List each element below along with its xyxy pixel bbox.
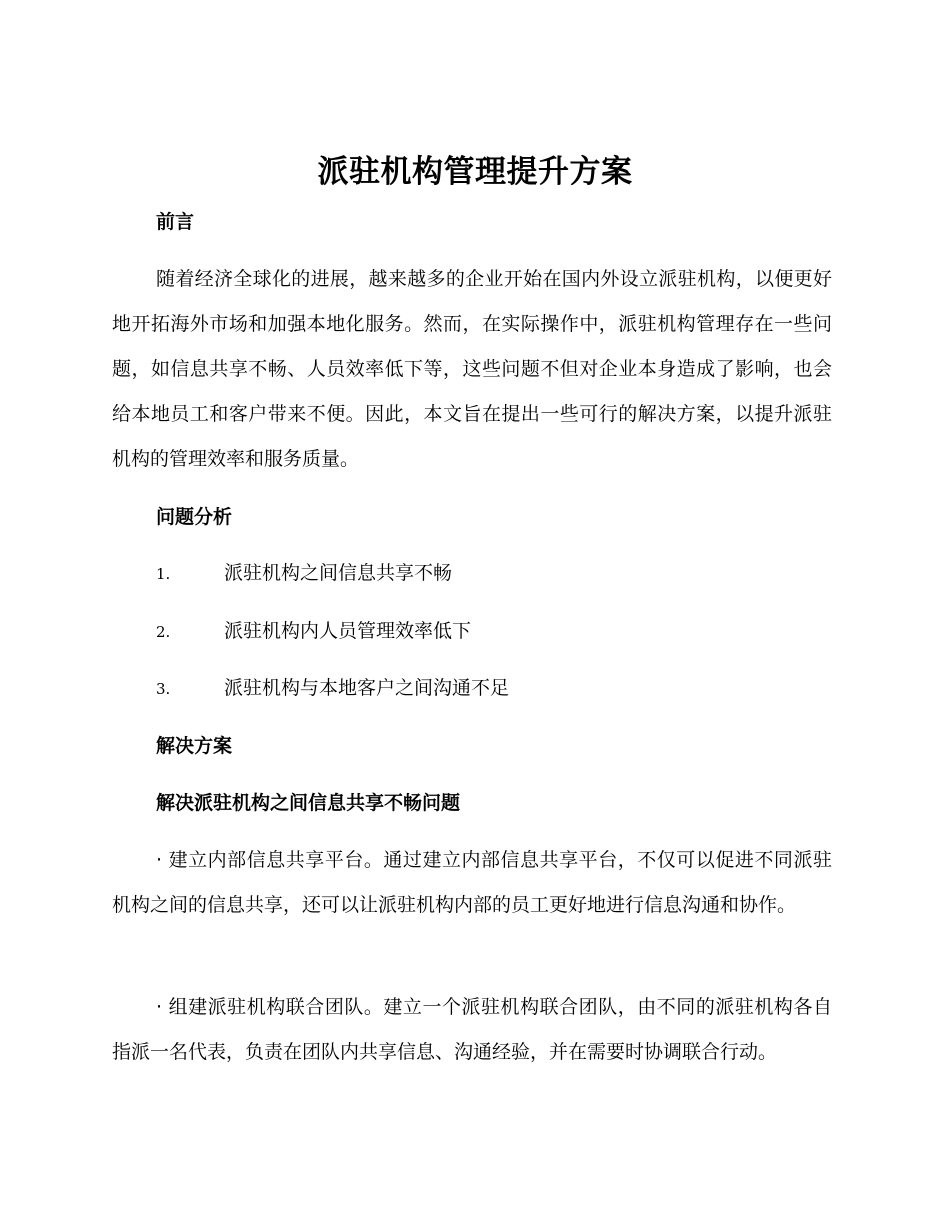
list-item: [156, 559, 452, 587]
section-heading-solutions: 解决方案: [156, 735, 233, 757]
list-item-text: 派驻机构之间信息共享不畅: [224, 562, 453, 584]
list-item-text: 派驻机构内人员管理效率低下: [224, 620, 472, 642]
section-heading-analysis: 问题分析: [156, 506, 233, 528]
list-item: [156, 674, 509, 702]
document-title: 派驻机构管理提升方案: [317, 154, 633, 190]
list-item-number: 1.: [156, 565, 171, 583]
solution-paragraph: · 组建派驻机构联合团队。建立一个派驻机构联合团队，由不同的派驻机构各自指派一名代表，负责在团队内共享信息、沟通经验，并在需要时协调联合行动。: [112, 996, 832, 1063]
sub-heading-info-sharing: 解决派驻机构之间信息共享不畅问题: [156, 792, 461, 814]
solution-paragraph: · 建立内部信息共享平台。通过建立内部信息共享平台，不仅可以促进不同派驻机构之间的信息共享，还可以让派驻机构内部的员工更好地进行信息沟通和协作。: [112, 849, 832, 916]
list-item: [156, 617, 471, 645]
list-item-text: 派驻机构与本地客户之间沟通不足: [224, 677, 510, 699]
list-item-number: 2.: [156, 623, 171, 641]
preface-paragraph: 随着经济全球化的进展，越来越多的企业开始在国内外设立派驻机构，以便更好地开拓海外市场和加强本地化服务。然而，在实际操作中，派驻机构管理存在一些问题，如信息共享不畅、人员效率低下等，这些问题不但对企业本身造成了影响，也会给本地员工和客户带来不便。因此，本文旨在提出一些可行的解决方案，以提升派驻机构的管理效率和服务质量。: [112, 268, 832, 470]
list-item-number: 3.: [156, 680, 171, 698]
section-heading-preface: 前言: [156, 211, 195, 233]
